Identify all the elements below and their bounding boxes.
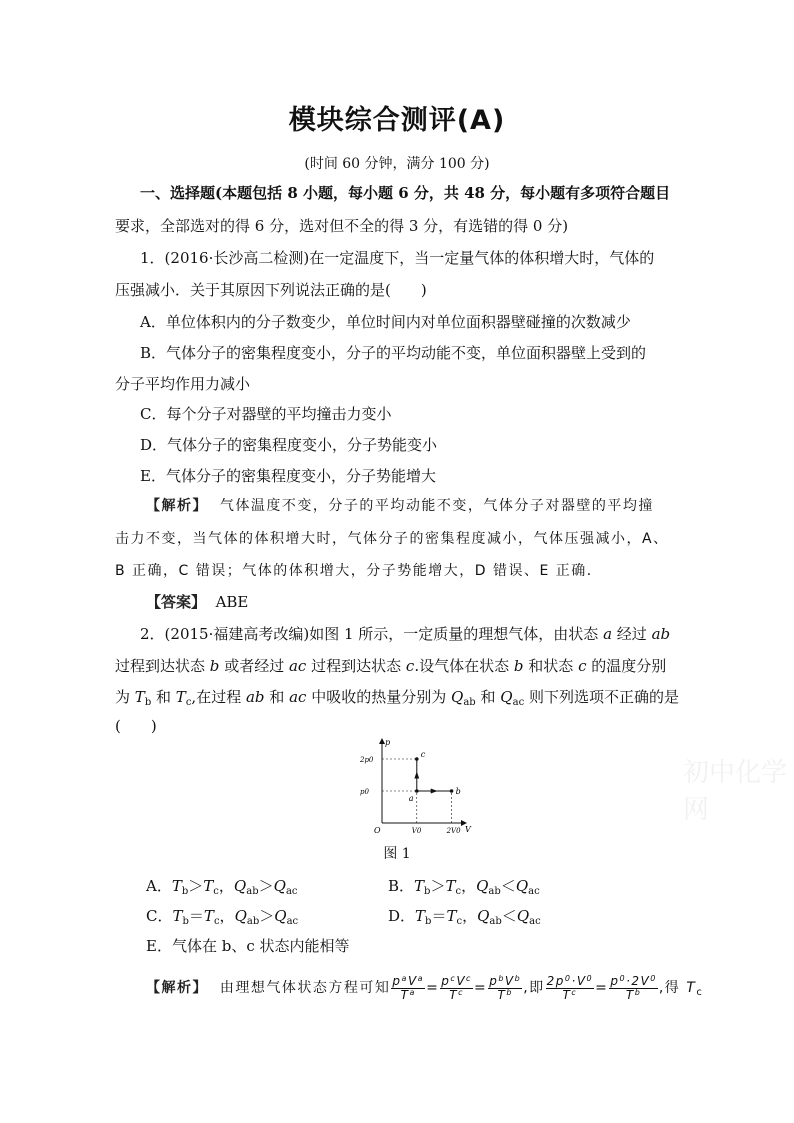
analysis-tag: 【解析】 <box>146 498 208 514</box>
y-tick-label: p0 <box>360 788 369 796</box>
process-arrow-ac <box>414 772 419 779</box>
q1-analysis-text1: 气体温度不变，分子的平均动能不变，气体分子对器壁的平均撞 <box>219 498 654 514</box>
q2-stem-line4: ( ) <box>115 717 157 735</box>
q1-answer-value: ABE <box>215 593 249 611</box>
state-label-a: a <box>408 794 414 803</box>
y-axis-label: p <box>385 738 391 747</box>
state-point-a <box>415 789 419 793</box>
fraction-c: $\frac{p^cV^c}{T^c}$ <box>441 973 472 1002</box>
x-tick-label: V0 <box>411 827 422 835</box>
q1-option-c: C．每个分子对器壁的平均撞击力变小 <box>140 405 392 423</box>
answer-tag: 【答案】 <box>146 593 207 611</box>
q1-option-d: D．气体分子的密集程度变小，分子势能变小 <box>140 436 438 454</box>
q1-option-b-line1: B．气体分子的密集程度变小，分子的平均动能不变，单位面积器壁上受到的 <box>140 344 647 362</box>
figure-caption: 图 1 <box>383 846 411 862</box>
fraction-b-values: $\frac{p^0\cdot 2V^0}{T^b}$ <box>610 973 657 1002</box>
q1-analysis-line2: 击力不变，当气体的体积增大时，气体分子的密集程度减小，气体压强减小，A、 <box>115 531 669 547</box>
q1-stem-line2: 压强减小．关于其原因下列说法正确的是( ) <box>115 281 427 299</box>
y-tick-label: 2p0 <box>360 756 374 764</box>
section-heading-line2: 要求，全部选对的得 6 分，选对但不全的得 3 分，有选错的得 0 分) <box>115 217 569 235</box>
q1-option-a: A．单位体积内的分子数变少，单位时间内对单位面积器壁碰撞的次数减少 <box>140 313 631 331</box>
state-point-c <box>415 757 419 761</box>
x-axis-label: V <box>465 825 471 834</box>
state-label-b: b <box>455 787 461 796</box>
q2-analysis: 【解析】 由理想气体状态方程可知 $\frac{p^aV^a}{T^a}$ = $\frac{p^cV^c}{T^c}$ = $\frac{p^bV^b}{T^b}$ ,即 $\frac{2p^0\cdot V^0}{T^c}$ = $\frac{p^0\cdot 2V^0}{T^b}$ ,得 $T_c$ <box>146 973 704 1002</box>
process-arrow-ab <box>431 789 438 794</box>
q1-analysis-line1 <box>146 496 654 516</box>
q2-stem-line1: 2．(2015·福建高考改编)如图 1 所示，一定质量的理想气体，由状态 a 经过 ab <box>140 625 671 643</box>
x-tick-label: 2V0 <box>446 827 461 835</box>
q1-analysis-line3: B 正确，C 错误；气体的体积增大，分子势能增大，D 错误、E 正确． <box>115 563 603 579</box>
q1-stem-line1: 1．(2016·长沙高二检测)在一定温度下，当一定量气体的体积增大时，气体的 <box>140 249 655 267</box>
q2-stem-line3: 为 $T_b$ 和 $T_c$,在过程 ab 和 ac 中吸收的热量分别为 $Q_{ab}$ 和 $Q_{ac}$ 则下列选项不正确的是 <box>115 688 679 708</box>
q1-option-b-line2: 分子平均作用力减小 <box>115 375 251 393</box>
fraction-c-values: $\frac{2p^0\cdot V^0}{T^c}$ <box>546 973 594 1002</box>
q2-option-b: B．$T_b>T_c$，$Q_{ab}<Q_{ac}$ <box>388 877 540 897</box>
q2-option-c: C．$T_b=T_c$，$Q_{ab}>Q_{ac}$ <box>146 907 299 927</box>
exam-info: (时间 60 分钟，满分 100 分) <box>304 156 490 172</box>
q1-option-e: E．气体分子的密集程度变小，分子势能增大 <box>140 467 436 485</box>
state-point-b <box>450 789 454 793</box>
watermark: 初中化学网 <box>683 758 788 825</box>
section-heading-line1: 一、选择题(本题包括 8 小题，每小题 6 分，共 48 分，每小题有多项符合题目 <box>140 184 671 202</box>
state-label-c: c <box>420 750 426 759</box>
fraction-a: $\frac{p^aV^a}{T^a}$ <box>392 973 425 1002</box>
analysis-tag: 【解析】 <box>146 980 208 996</box>
fraction-b: $\frac{p^bV^b}{T^b}$ <box>489 973 522 1002</box>
page-title: 模块综合测评(A) <box>288 105 506 136</box>
q2-option-e: E．气体在 b、c 状态内能相等 <box>146 937 350 955</box>
q1-answer <box>146 592 248 612</box>
q2-option-d: D．$T_b=T_c$，$Q_{ab}<Q_{ac}$ <box>388 907 541 927</box>
q2-option-a: A．$T_b>T_c$，$Q_{ab}>Q_{ac}$ <box>146 877 298 897</box>
origin-label: O <box>374 826 381 835</box>
q2-stem-line2: 过程到达状态 b 或者经过 ac 过程到达状态 c.设气体在状态 b 和状态 c 的温度分别 <box>115 657 667 675</box>
pv-diagram <box>360 737 470 837</box>
